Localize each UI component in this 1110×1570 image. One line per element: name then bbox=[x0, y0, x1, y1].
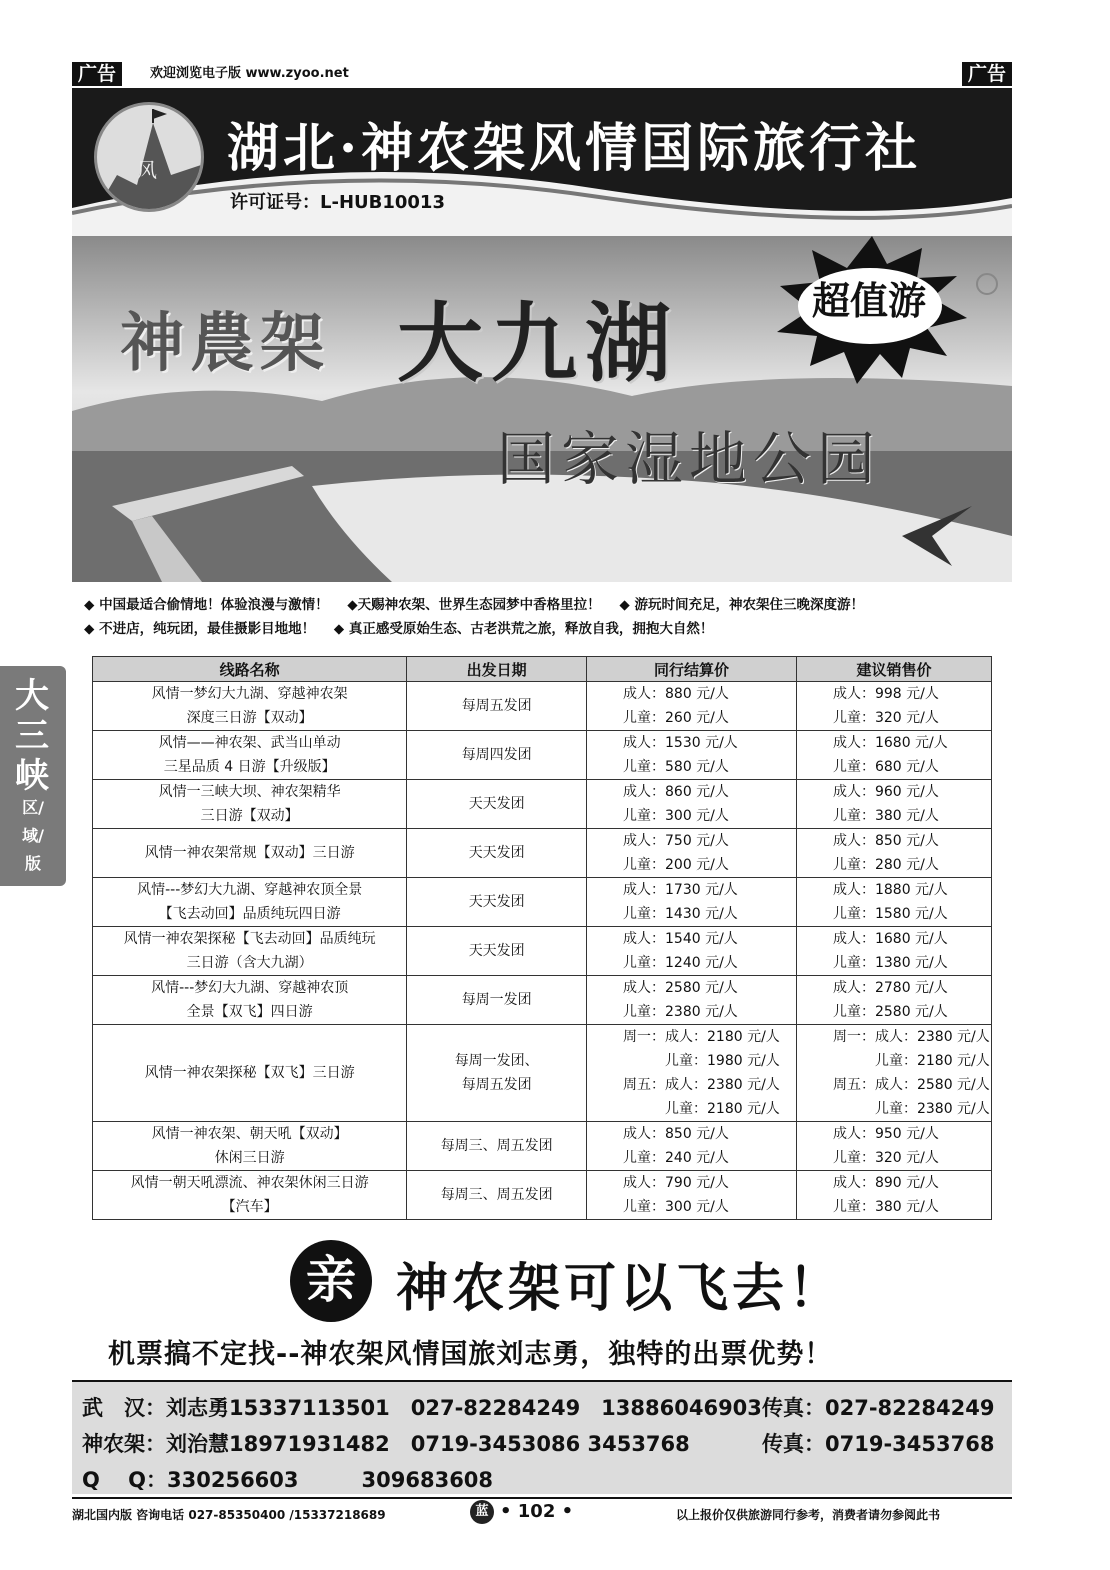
retail-price-cell-line: 成人：998 元/人 bbox=[832, 686, 939, 702]
table-row bbox=[93, 976, 992, 1025]
net-price-cell-line: 成人：790 元/人 bbox=[623, 1175, 729, 1191]
route-cell-line: 风情——神农架、武当山单动 bbox=[158, 735, 341, 751]
departure-cell bbox=[407, 780, 587, 829]
net-price-cell-line: 儿童：2380 元/人 bbox=[623, 1004, 738, 1020]
table-row bbox=[93, 878, 992, 927]
route-cell-line: 风情一朝天吼漂流、神农架休闲三日游 bbox=[130, 1175, 369, 1191]
net-price-cell-line: 成人：1530 元/人 bbox=[623, 735, 738, 751]
departure-cell bbox=[407, 1122, 587, 1171]
company-name: 湖北·神农架风情国际旅行社 bbox=[227, 118, 922, 179]
title-shennongjia: 神農架 bbox=[120, 306, 330, 381]
highlight-row bbox=[84, 593, 1014, 617]
net-price-cell-line: 儿童：1430 元/人 bbox=[623, 906, 738, 922]
logo-glyph: 风 bbox=[137, 158, 157, 182]
route-cell-line: 三星品质 4 日游【升级版】 bbox=[163, 759, 336, 775]
page-number bbox=[470, 1500, 573, 1524]
departure-cell-line: 每周五发团 bbox=[461, 1077, 532, 1093]
fax-wuhan[interactable]: 传真：027-82284249 bbox=[762, 1396, 995, 1420]
retail-price-cell-line: 成人：890 元/人 bbox=[832, 1175, 939, 1191]
retail-price-cell bbox=[796, 878, 991, 927]
retail-price-cell bbox=[796, 927, 991, 976]
route-cell-line: 【飞去动回】品质纯玩四日游 bbox=[158, 906, 341, 922]
side-tab-title: 大三峡 bbox=[15, 676, 49, 796]
ticket-slogan: 机票搞不定找--神农架风情国旅刘志勇，独特的出票优势！ bbox=[108, 1339, 833, 1370]
route-cell-line: 全景【双飞】四日游 bbox=[186, 1004, 313, 1020]
agency-header bbox=[72, 88, 1012, 236]
retail-price-cell-line: 成人：850 元/人 bbox=[832, 833, 939, 849]
net-price-cell-line: 儿童：2180 元/人 bbox=[623, 1101, 780, 1117]
table-row bbox=[93, 927, 992, 976]
net-price-cell-line: 儿童：1240 元/人 bbox=[623, 955, 738, 971]
retail-price-cell bbox=[796, 731, 991, 780]
departure-cell bbox=[407, 976, 587, 1025]
net-price-cell bbox=[587, 780, 797, 829]
retail-price-cell-line: 周五：成人：2580 元/人 bbox=[832, 1077, 990, 1093]
route-cell-line: 风情一神农架常规【双动】三日游 bbox=[144, 845, 355, 861]
net-price-cell-line: 成人：1730 元/人 bbox=[623, 882, 738, 898]
departure-cell bbox=[407, 731, 587, 780]
route-cell bbox=[93, 682, 407, 731]
route-cell bbox=[93, 1025, 407, 1122]
route-cell-line: 风情一神农架、朝天吼【双动】 bbox=[151, 1126, 348, 1142]
net-price-cell bbox=[587, 976, 797, 1025]
tour-price-table bbox=[92, 656, 992, 1220]
net-price-cell bbox=[587, 878, 797, 927]
ad-label-right: 广告 bbox=[962, 62, 1012, 86]
route-cell-line: 休闲三日游 bbox=[214, 1150, 285, 1166]
table-header-row bbox=[93, 657, 992, 682]
departure-cell bbox=[407, 682, 587, 731]
route-cell bbox=[93, 1122, 407, 1171]
contact-wuhan[interactable]: 武 汉：刘志勇15337113501 027-82284249 13886046903 bbox=[82, 1396, 762, 1420]
route-cell bbox=[93, 927, 407, 976]
net-price-cell-line: 儿童：580 元/人 bbox=[623, 759, 729, 775]
col-header-departure: 出发日期 bbox=[407, 657, 587, 682]
retail-price-cell-line: 儿童：2580 元/人 bbox=[832, 1004, 948, 1020]
table-row bbox=[93, 829, 992, 878]
fax-shennongjia[interactable]: 传真：0719-3453768 bbox=[762, 1432, 995, 1456]
retail-price-cell-line: 儿童：2380 元/人 bbox=[832, 1101, 990, 1117]
col-header-net-price: 同行结算价 bbox=[587, 657, 797, 682]
net-price-cell-line: 成人：1540 元/人 bbox=[623, 931, 738, 947]
title-dajiuhu: 大九湖 bbox=[397, 293, 679, 394]
retail-price-cell-line: 儿童：2180 元/人 bbox=[832, 1053, 990, 1069]
net-price-cell-line: 成人：850 元/人 bbox=[623, 1126, 729, 1142]
net-price-cell-line: 成人：2580 元/人 bbox=[623, 980, 738, 996]
retail-price-cell-line: 儿童：1580 元/人 bbox=[832, 906, 948, 922]
retail-price-cell bbox=[796, 976, 991, 1025]
route-cell-line: 【汽车】 bbox=[221, 1199, 278, 1215]
col-header-retail-price: 建议销售价 bbox=[796, 657, 991, 682]
net-price-cell bbox=[587, 829, 797, 878]
departure-cell bbox=[407, 1025, 587, 1122]
route-cell-line: 风情一三峡大坝、神农架精华 bbox=[158, 784, 341, 800]
promo-icon: 亲 bbox=[290, 1240, 372, 1322]
side-tab-subtitle: 区/域/版 bbox=[22, 798, 44, 873]
net-price-cell bbox=[587, 927, 797, 976]
departure-cell-line: 天天发团 bbox=[468, 845, 525, 861]
net-price-cell bbox=[587, 1025, 797, 1122]
retail-price-cell-line: 儿童：380 元/人 bbox=[832, 808, 939, 824]
retail-price-cell-line: 儿童：280 元/人 bbox=[832, 857, 939, 873]
welcome-text[interactable]: 欢迎浏览电子版 www.zyoo.net bbox=[150, 66, 349, 81]
net-price-cell-line: 成人：750 元/人 bbox=[623, 833, 729, 849]
retail-price-cell bbox=[796, 780, 991, 829]
route-cell-line: 深度三日游【双动】 bbox=[186, 710, 313, 726]
retail-price-cell bbox=[796, 1122, 991, 1171]
route-cell bbox=[93, 780, 407, 829]
departure-cell bbox=[407, 1171, 587, 1220]
title-wetland-park: 国家湿地公园 bbox=[497, 425, 882, 493]
net-price-cell bbox=[587, 731, 797, 780]
retail-price-cell-line: 成人：1680 元/人 bbox=[832, 931, 948, 947]
retail-price-cell bbox=[796, 682, 991, 731]
retail-price-cell-line: 儿童：1380 元/人 bbox=[832, 955, 948, 971]
table-body bbox=[93, 682, 992, 1220]
table-row bbox=[93, 731, 992, 780]
route-cell bbox=[93, 976, 407, 1025]
retail-price-cell bbox=[796, 829, 991, 878]
departure-cell bbox=[407, 927, 587, 976]
departure-cell-line: 每周三、周五发团 bbox=[440, 1187, 553, 1203]
retail-price-cell-line: 成人：1680 元/人 bbox=[832, 735, 948, 751]
col-header-route: 线路名称 bbox=[93, 657, 407, 682]
route-cell-line: 风情---梦幻大九湖、穿越神农顶全景 bbox=[137, 882, 363, 898]
contact-panel bbox=[72, 1380, 1012, 1494]
net-price-cell-line: 儿童：300 元/人 bbox=[623, 1199, 729, 1215]
route-cell bbox=[93, 731, 407, 780]
highlight-item: ◆ 真正感受原始生态、古老洪荒之旅，释放自我，拥抱大自然！ bbox=[333, 621, 714, 637]
departure-cell-line: 每周一发团、 bbox=[454, 1053, 539, 1069]
license-number: 许可证号：L-HUB10013 bbox=[230, 192, 445, 213]
net-price-cell-line: 儿童：260 元/人 bbox=[623, 710, 729, 726]
route-cell bbox=[93, 829, 407, 878]
fly-headline: 神农架可以飞去！ bbox=[396, 1258, 845, 1319]
retail-price-cell-line: 儿童：380 元/人 bbox=[832, 1199, 939, 1215]
departure-cell-line: 天天发团 bbox=[468, 894, 525, 910]
route-cell-line: 风情一梦幻大九湖、穿越神农架 bbox=[151, 686, 348, 702]
highlight-item: ◆ 中国最适合偷情地！体验浪漫与激情！ bbox=[84, 597, 329, 613]
departure-cell-line: 每周三、周五发团 bbox=[440, 1138, 553, 1154]
contact-shennongjia[interactable]: 神农架：刘治慧18971931482 0719-3453086 3453768 bbox=[82, 1432, 690, 1456]
net-price-cell-line: 周一：成人：2180 元/人 bbox=[623, 1029, 780, 1045]
retail-price-cell-line: 成人：960 元/人 bbox=[832, 784, 939, 800]
departure-cell bbox=[407, 878, 587, 927]
table-row bbox=[93, 1171, 992, 1220]
table-row bbox=[93, 682, 992, 731]
highlight-item: ◆天赐神农架、世界生态园梦中香格里拉！ bbox=[347, 597, 601, 613]
net-price-cell-line: 儿童：240 元/人 bbox=[623, 1150, 729, 1166]
net-price-cell-line: 儿童：200 元/人 bbox=[623, 857, 729, 873]
retail-price-cell-line: 儿童：320 元/人 bbox=[832, 710, 939, 726]
net-price-cell bbox=[587, 1122, 797, 1171]
retail-price-cell bbox=[796, 1025, 991, 1122]
net-price-cell-line: 成人：860 元/人 bbox=[623, 784, 729, 800]
table-row bbox=[93, 780, 992, 829]
highlight-row bbox=[84, 617, 1014, 641]
retail-price-cell-line: 儿童：680 元/人 bbox=[832, 759, 939, 775]
retail-price-cell-line: 周一：成人：2380 元/人 bbox=[832, 1029, 990, 1045]
footer-edition: 湖北国内版 咨询电话 027-85350400 /15337218689 bbox=[72, 1508, 386, 1522]
page-badge-icon: 蓝 bbox=[470, 1500, 494, 1524]
net-price-cell-line: 儿童：300 元/人 bbox=[623, 808, 729, 824]
departure-cell bbox=[407, 829, 587, 878]
table-row bbox=[93, 1122, 992, 1171]
departure-cell-line: 每周一发团 bbox=[461, 992, 532, 1008]
route-cell-line: 三日游【双动】 bbox=[200, 808, 299, 824]
net-price-cell bbox=[587, 1171, 797, 1220]
departure-cell-line: 天天发团 bbox=[468, 943, 525, 959]
section-side-tab bbox=[0, 666, 66, 886]
burst-label: 超值游 bbox=[811, 278, 926, 323]
route-cell-line: 风情一神农架探秘【双飞】三日游 bbox=[144, 1065, 355, 1081]
retail-price-cell-line: 成人：950 元/人 bbox=[832, 1126, 939, 1142]
net-price-cell-line: 成人：880 元/人 bbox=[623, 686, 729, 702]
retail-price-cell-line: 成人：1880 元/人 bbox=[832, 882, 948, 898]
route-cell bbox=[93, 1171, 407, 1220]
page-number-text: • 102 • bbox=[500, 1501, 574, 1522]
table-row bbox=[93, 1025, 992, 1122]
departure-cell-line: 每周五发团 bbox=[461, 698, 532, 714]
ad-label-left: 广告 bbox=[72, 62, 122, 86]
net-price-cell-line: 周五：成人：2380 元/人 bbox=[623, 1077, 780, 1093]
retail-price-cell-line: 儿童：320 元/人 bbox=[832, 1150, 939, 1166]
mountain-flag-icon bbox=[97, 105, 201, 209]
footer-rule bbox=[72, 1497, 1012, 1499]
retail-price-cell-line: 成人：2780 元/人 bbox=[832, 980, 948, 996]
footer-disclaimer: 以上报价仅供旅游同行参考，消费者请勿参阅此书 bbox=[676, 1508, 941, 1522]
retail-price-cell bbox=[796, 1171, 991, 1220]
route-cell-line: 风情一神农架探秘【飞去动回】品质纯玩 bbox=[123, 931, 376, 947]
route-cell-line: 三日游（含大九湖） bbox=[186, 955, 313, 971]
hero-banner bbox=[72, 236, 1012, 582]
route-cell bbox=[93, 878, 407, 927]
net-price-cell-line: 儿童：1980 元/人 bbox=[623, 1053, 780, 1069]
highlights bbox=[84, 593, 1014, 641]
highlight-item: ◆ 游玩时间充足，神农架住三晚深度游！ bbox=[619, 597, 864, 613]
route-cell-line: 风情---梦幻大九湖、穿越神农顶 bbox=[151, 980, 349, 996]
highlight-item: ◆ 不进店，纯玩团，最佳摄影目地地！ bbox=[84, 621, 316, 637]
departure-cell-line: 每周四发团 bbox=[461, 747, 532, 763]
net-price-cell bbox=[587, 682, 797, 731]
contact-qq[interactable]: Q Q：330256603 309683608 bbox=[82, 1468, 494, 1492]
agency-logo bbox=[94, 102, 204, 212]
departure-cell-line: 天天发团 bbox=[468, 796, 525, 812]
top-strip bbox=[72, 62, 1012, 86]
